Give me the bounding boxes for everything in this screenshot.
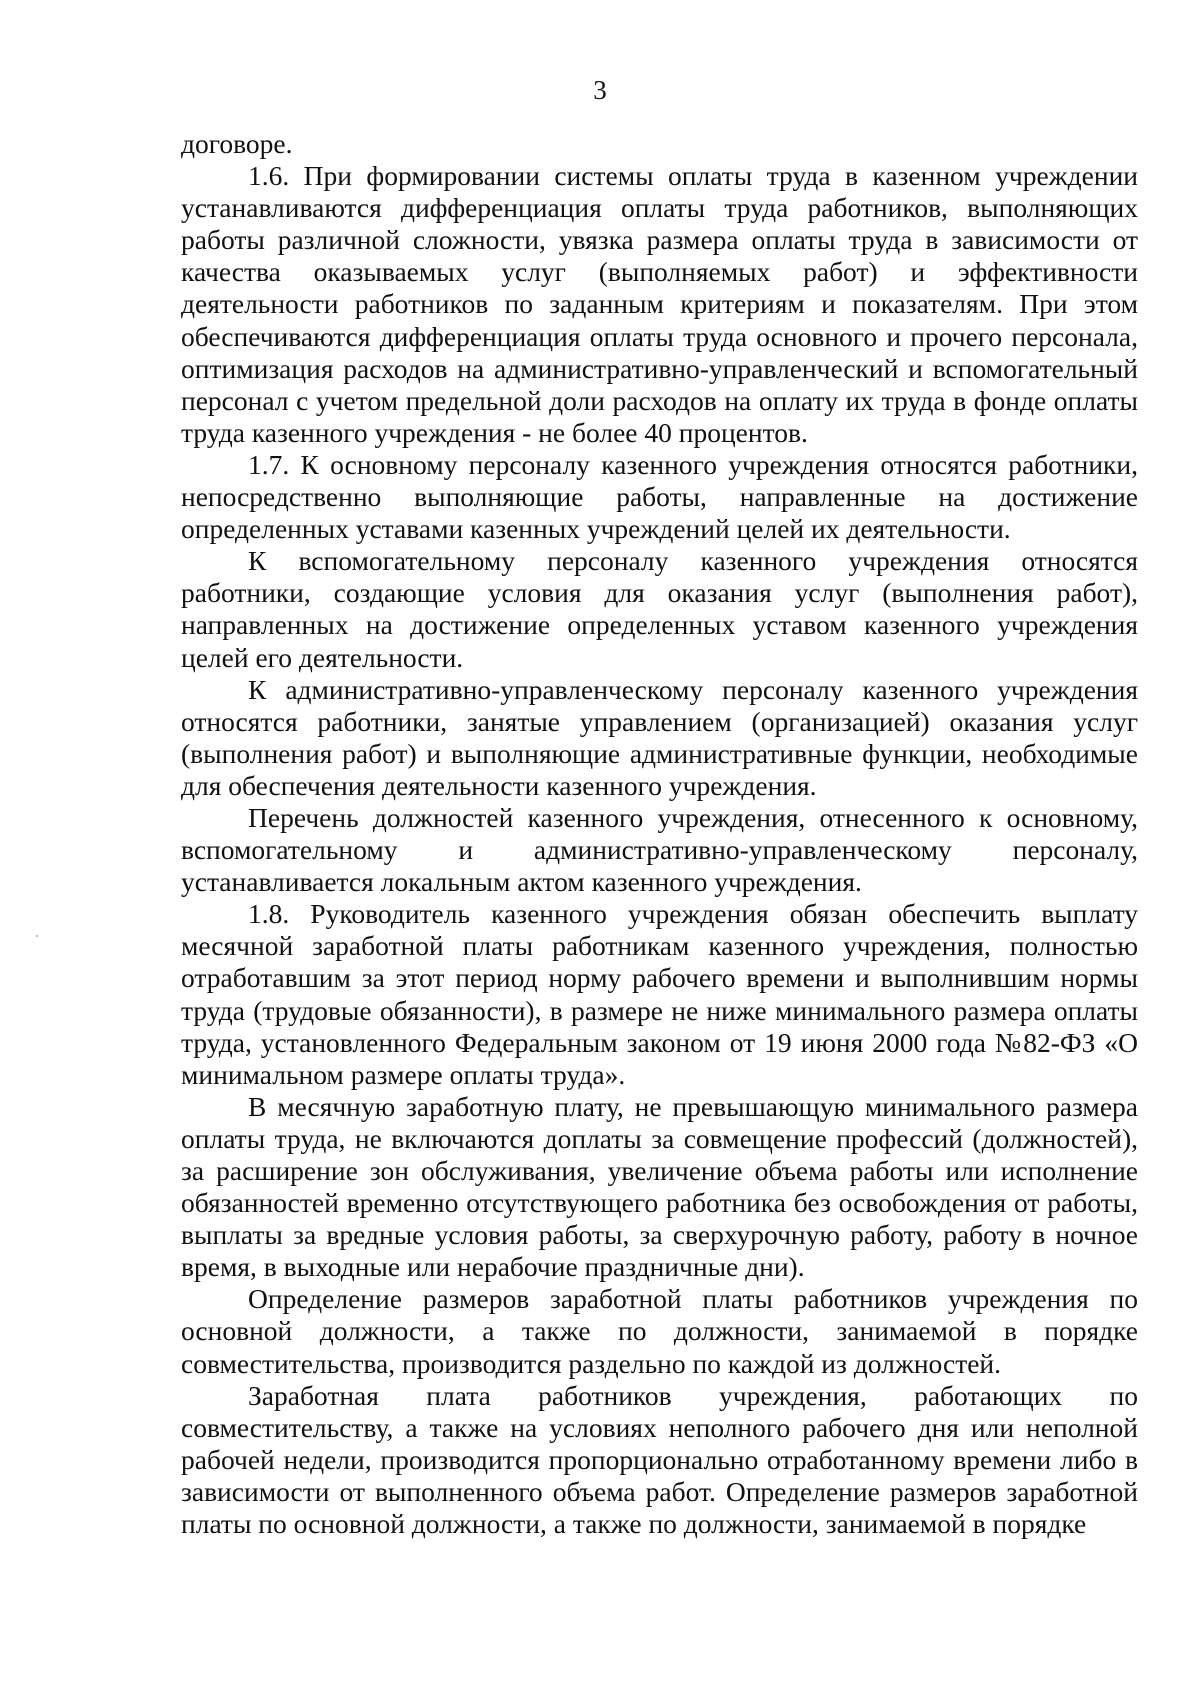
- paragraph-continuation: договоре.: [181, 128, 293, 159]
- paragraph-1-8: 1.8. Руководитель казенного учреждения обязан обеспечить выплату месячной заработной платы работникам казенного учреждения, полностью отработавшим за этот период норму рабочего времени и выполнившим нормы труда (трудовые обязанности), в размере не ниже минимального размера оплаты труда, установленного Федеральным законом от 19 июня 2000 года №82-ФЗ «О минимальном размере оплаты труда».: [181, 898, 1138, 1090]
- paragraph-1-7: 1.7. К основному персоналу казенного учреждения относятся работники, непосредственно выполняющие работы, направленные на достижение определенных уставами казенных учреждений целей их деятельности.: [181, 448, 1138, 545]
- paragraph-monthly-pay: В месячную заработную плату, не превышающую минимального размера оплаты труда, не включаются доплаты за совмещение профессий (должностей), за расширение зон обслуживания, увеличение объема работы или исполнение обязанностей временно отсутствующего работника без освобождения от работы, выплаты за вредные условия работы, за сверхурочную работу, работу в ночное время, в выходные или нерабочие праздничные дни).: [181, 1090, 1138, 1283]
- paragraph-auxiliary-staff: К вспомогательному персоналу казенного учреждения относятся работники, создающие условия для оказания услуг (выполнения работ), направленных на достижение определенных уставом казенного учреждения целей его деятельности.: [181, 545, 1138, 673]
- paragraph-positions-list: Перечень должностей казенного учреждения, отнесенного к основному, вспомогательному и административно-управленческому персоналу, устанавливается локальным актом казенного учреждения.: [181, 801, 1138, 898]
- page-number: 3: [593, 75, 607, 105]
- document-body: [181, 128, 1138, 1540]
- paragraph-salary-determination: Определение размеров заработной платы работников учреждения по основной должности, а также по должности, занимаемой в порядке совместительства, производится раздельно по каждой из должностей.: [181, 1283, 1138, 1379]
- paragraph-1-6: 1.6. При формировании системы оплаты труда в казенном учреждении устанавливаются дифференциация оплаты труда работников, выполняющих работы различной сложности, увязка размера оплаты труда в зависимости от качества оказываемых услуг (выполняемых работ) и эффективности деятельности работников по заданным критериям и показателям. При этом обеспечиваются дифференциация оплаты труда основного и прочего персонала, оптимизация расходов на административно-управленческий и вспомогательный персонал с учетом предельной доли расходов на оплату их труда в фонде оплаты труда казенного учреждения - не более 40 процентов.: [181, 160, 1138, 448]
- paragraph-part-time-pay: Заработная плата работников учреждения, работающих по совместительству, а также на условиях неполного рабочего дня или неполной рабочей недели, производится пропорционально отработанному времени либо в зависимости от выполненного объема работ. Определение размеров заработной платы по основной должности, а также по должности, занимаемой в порядке: [181, 1379, 1138, 1540]
- paragraph-admin-staff: К административно-управленческому персоналу казенного учреждения относятся работники, занятые управлением (организацией) оказания услуг (выполнения работ) и выполняющие административные функции, необходимые для обеспечения деятельности казенного учреждения.: [181, 673, 1138, 801]
- scan-speck: [36, 935, 38, 937]
